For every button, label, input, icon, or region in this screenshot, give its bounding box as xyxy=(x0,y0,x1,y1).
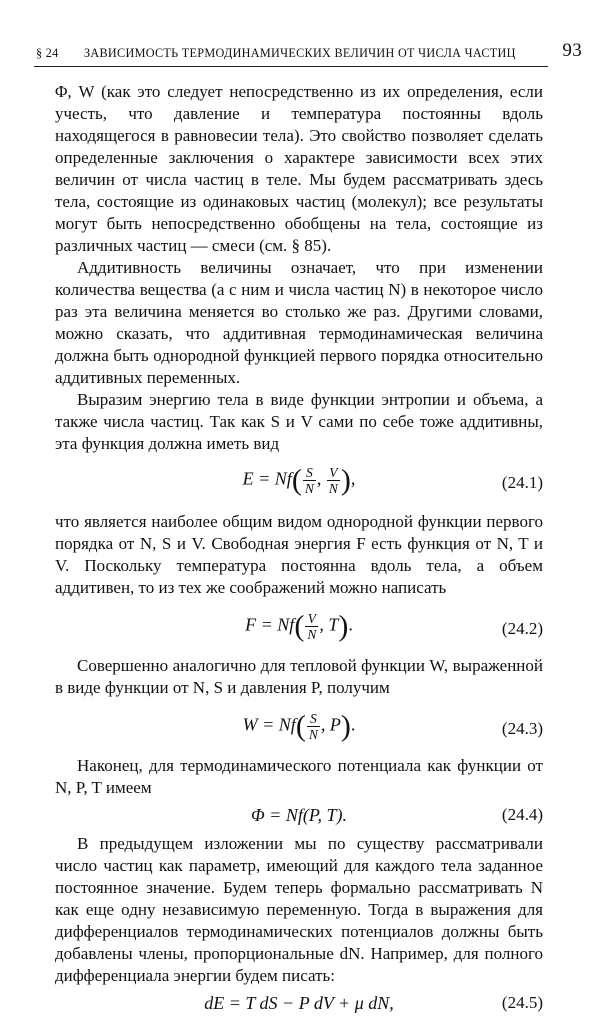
equation-number: (24.2) xyxy=(501,619,543,638)
eq-tail: . xyxy=(348,614,353,635)
denominator: N xyxy=(328,481,338,496)
paragraph-4: что является наиболее общим видом однородной функции первого порядка от N, S и V. Свободная энергия F есть функция от N, T и V. Поскольку температура постоянна вдоль тела, а объем аддитивен, то из тех же соображений можно написать xyxy=(55,512,543,597)
header-title: ЗАВИСИМОСТЬ ТЕРМОДИНАМИЧЕСКИХ ВЕЛИЧИН ОТ ЧИСЛА ЧАСТИЦ xyxy=(84,46,516,60)
eq-rest: , T xyxy=(319,614,339,635)
equation-number: (24.4) xyxy=(501,805,543,824)
equation-24-4 xyxy=(55,799,543,833)
paragraph-6: Наконец, для термодинамического потенциала как функции от N, P, T имеем xyxy=(55,756,543,797)
equation-24-3 xyxy=(55,699,543,755)
equation-number: (24.5) xyxy=(501,993,543,1012)
equation-24-5 xyxy=(55,987,543,1021)
equation-formula: dE = T dS − P dV + μ dN, xyxy=(204,993,394,1013)
denominator: N xyxy=(308,727,318,742)
equation-formula: F = Nf( $\frac{V}{N}$ , T). xyxy=(245,609,353,643)
paragraph-1: Φ, W (как это следует непосредственно из их определения, если учесть, что давление и температура постоянны вдоль находящегося в равновесии тела). Это свойство позволяет сделать определенные заключения о характере зависимости всех этих величин от числа частиц в теле. Мы будем рассматривать здесь тела, состоящие из одинаковых частиц (молекул); все результаты могут быть непосредственно обобщены на тела, состоящие из различных частиц — смеси (см. § 85). xyxy=(55,82,543,255)
fraction xyxy=(327,465,340,496)
equation-formula: E = Nf( $\frac{S}{N}$ , $\frac{V}{N}$ ), xyxy=(242,463,356,497)
paragraph-5: Совершенно аналогично для тепловой функции W, выраженной в виде функции от N, S и давления P, получим xyxy=(55,656,543,697)
equation-24-1 xyxy=(55,455,543,511)
eq-lhs: E = Nf xyxy=(242,468,292,489)
paragraph-2: Аддитивность величины означает, что при изменении количества вещества (а с ним и числа частиц N) в некоторое число раз эта величина меняется во столько же раз. Другими словами, можно сказать, что аддитивная термодинамическая величина должна быть однородной функцией первого порядка относительно аддитивных переменных. xyxy=(55,258,543,387)
fraction xyxy=(305,611,318,642)
eq-lhs: F = Nf xyxy=(245,614,295,635)
equation-number: (24.1) xyxy=(501,473,543,492)
numerator: S xyxy=(303,465,316,481)
equation-formula: W = Nf( $\frac{S}{N}$ , P). xyxy=(242,709,356,743)
numerator: V xyxy=(305,611,318,627)
eq-rest: , P xyxy=(320,714,341,735)
numerator: S xyxy=(307,711,320,727)
equation-number: (24.3) xyxy=(501,719,543,738)
equation-24-2 xyxy=(55,599,543,655)
page-number: 93 xyxy=(562,40,582,61)
fraction xyxy=(303,465,316,496)
paragraph-3: Выразим энергию тела в виде функции энтропии и объема, а также числа частиц. Так как S и V сами по себе тоже аддитивны, эта функция должна иметь вид xyxy=(55,390,543,453)
section-number: § 24 xyxy=(36,46,59,60)
eq-tail: , xyxy=(350,468,356,489)
denominator: N xyxy=(307,627,317,642)
paragraph-7: В предыдущем изложении мы по существу рассматривали число частиц как параметр, имеющий для каждого тела заданное постоянное значение. Будем теперь формально рассматривать N как еще одну независимую переменную. Тогда в выражения для дифференциалов термодинамических потенциалов должны быть добавлены члены, пропорциональные dN. Например, для полного дифференциала энергии будем писать: xyxy=(55,834,543,985)
eq-lhs: W = Nf xyxy=(242,714,296,735)
numerator: V xyxy=(327,465,340,481)
page-body xyxy=(55,81,543,1021)
denominator: N xyxy=(304,481,314,496)
fraction xyxy=(307,711,320,742)
eq-tail: . xyxy=(350,714,356,735)
equation-formula: Φ = Nf(P, T). xyxy=(250,805,348,825)
running-header xyxy=(34,40,582,67)
